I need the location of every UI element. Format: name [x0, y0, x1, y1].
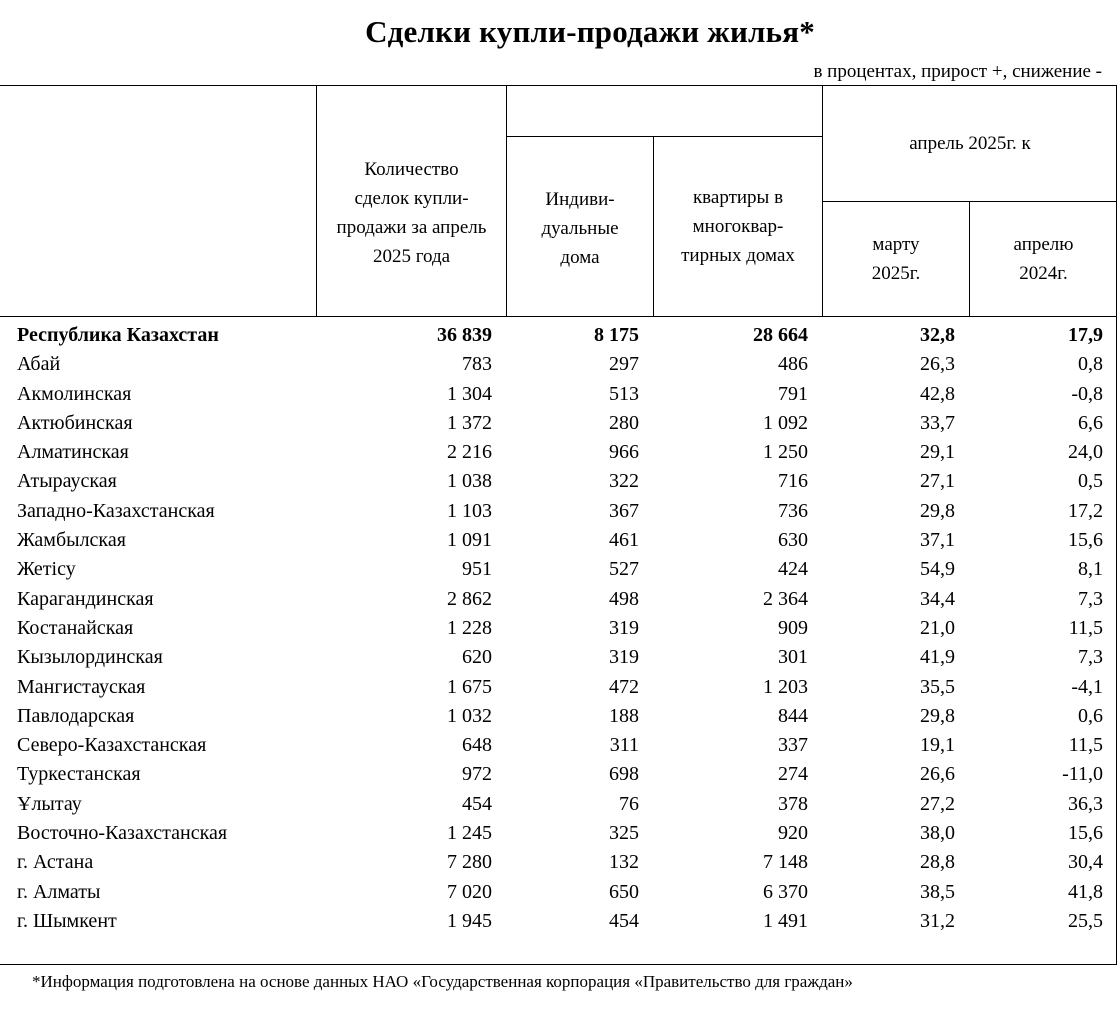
vs-march-value: 26,3: [920, 353, 955, 376]
region-name: Восточно-Казахстанская: [17, 822, 228, 845]
vs-april-value: 30,4: [1068, 851, 1103, 874]
apartments-count: 7 148: [763, 851, 808, 874]
vs-april-value: 36,3: [1068, 792, 1103, 815]
houses-count: 280: [609, 411, 639, 434]
header-individual-houses-label: Индиви-дуальные дома: [541, 188, 619, 268]
vs-march-value: 19,1: [920, 734, 955, 757]
vs-march-value: 54,9: [920, 558, 955, 581]
units-note: в процентах, прирост +, снижение -: [813, 61, 1102, 82]
deals-count: 1 032: [447, 704, 492, 727]
vs-april-value: 17,2: [1068, 499, 1103, 522]
deals-count: 1 103: [447, 499, 492, 522]
vs-march-value: 31,2: [920, 909, 955, 932]
apartments-count: 920: [778, 822, 808, 845]
vs-march-value: 38,0: [920, 822, 955, 845]
houses-count: 188: [609, 704, 639, 727]
houses-count: 966: [609, 441, 639, 464]
apartments-count: 1 491: [763, 909, 808, 932]
region-name: Костанайская: [17, 616, 134, 639]
houses-count: 527: [609, 558, 639, 581]
vs-march-value: 29,8: [920, 499, 955, 522]
table-row: [0, 791, 1120, 820]
region-name: Туркестанская: [17, 763, 141, 786]
region-name: Жетісу: [17, 558, 76, 581]
apartments-count: 2 364: [763, 587, 808, 610]
region-name: Жамбылская: [17, 529, 126, 552]
vs-march-value: 37,1: [920, 529, 955, 552]
vs-march-value: 27,1: [920, 470, 955, 493]
header-deals-count-label: Количество сделок купли-продажи за апрель 2025 года: [336, 159, 487, 267]
apartments-count: 1 203: [763, 675, 808, 698]
header-april-to: [823, 86, 1117, 201]
table-row: [0, 527, 1120, 556]
deals-count: 2 862: [447, 587, 492, 610]
header-march: [823, 202, 969, 316]
table-row-total: [0, 322, 1120, 351]
houses-count: 650: [609, 880, 639, 903]
vs-march-value: 32,8: [920, 324, 955, 346]
houses-count: 319: [609, 616, 639, 639]
houses-count: 454: [609, 909, 639, 932]
vs-march-value: 29,8: [920, 704, 955, 727]
header-divider: [506, 136, 823, 137]
apartments-count: 6 370: [763, 880, 808, 903]
houses-count: 325: [609, 822, 639, 845]
region-name: Алматинская: [17, 441, 129, 464]
vs-april-value: -4,1: [1071, 675, 1103, 698]
vs-march-value: 38,5: [920, 880, 955, 903]
table-row: [0, 468, 1120, 497]
region-name: Актюбинская: [17, 411, 133, 434]
table-row: [0, 410, 1120, 439]
vs-april-value: 11,5: [1068, 616, 1103, 639]
header-bottom-line: [0, 316, 1117, 317]
houses-count: 461: [609, 529, 639, 552]
vs-april-value: 0,6: [1078, 704, 1103, 727]
table-row: [0, 644, 1120, 673]
deals-count: 454: [462, 792, 492, 815]
deals-count: 1 945: [447, 909, 492, 932]
region-name: г. Алматы: [17, 880, 101, 903]
deals-count: 7 280: [447, 851, 492, 874]
vs-april-value: 0,5: [1078, 470, 1103, 493]
region-name: Карагандинская: [17, 587, 154, 610]
houses-count: 367: [609, 499, 639, 522]
table-row: [0, 703, 1120, 732]
table-row: [0, 879, 1120, 908]
vs-april-value: 41,8: [1068, 880, 1103, 903]
deals-count: 2 216: [447, 441, 492, 464]
table-row: [0, 732, 1120, 761]
apartments-count: 1 250: [763, 441, 808, 464]
deals-count: 7 020: [447, 880, 492, 903]
apartments-count: 909: [778, 616, 808, 639]
header-apartments: [654, 156, 822, 296]
apartments-count: 424: [778, 558, 808, 581]
houses-count: 76: [619, 792, 639, 815]
table-row: [0, 381, 1120, 410]
region-name: Кызылординская: [17, 646, 163, 669]
table-row: [0, 615, 1120, 644]
apartments-count: 486: [778, 353, 808, 376]
houses-count: 132: [609, 851, 639, 874]
vs-april-value: 6,6: [1078, 411, 1103, 434]
houses-count: 319: [609, 646, 639, 669]
houses-count: 698: [609, 763, 639, 786]
deals-count: 783: [462, 353, 492, 376]
vs-april-value: 7,3: [1078, 587, 1103, 610]
table-body: [0, 322, 1120, 937]
vs-march-value: 29,1: [920, 441, 955, 464]
header-april-prev-label: апрелю 2024г.: [1013, 234, 1074, 284]
table-row: [0, 761, 1120, 790]
apartments-count: 274: [778, 763, 808, 786]
table-row: [0, 674, 1120, 703]
header-april-prev: [970, 202, 1117, 316]
region-name: Атырауская: [17, 470, 117, 493]
apartments-count: 736: [778, 499, 808, 522]
table-row: [0, 908, 1120, 937]
header-march-label: марту 2025г.: [871, 234, 921, 284]
deals-count: 36 839: [437, 324, 492, 346]
vs-march-value: 21,0: [920, 616, 955, 639]
vs-march-value: 42,8: [920, 382, 955, 405]
vs-april-value: 11,5: [1068, 734, 1103, 757]
header-april-to-label: апрель 2025г. к: [909, 133, 1031, 154]
deals-count: 1 245: [447, 822, 492, 845]
table-row: [0, 351, 1120, 380]
vs-march-value: 27,2: [920, 792, 955, 815]
deals-count: 951: [462, 558, 492, 581]
vs-march-value: 28,8: [920, 851, 955, 874]
vs-april-value: 24,0: [1068, 441, 1103, 464]
houses-count: 322: [609, 470, 639, 493]
region-name: г. Астана: [17, 851, 94, 874]
deals-count: 1 228: [447, 616, 492, 639]
apartments-count: 28 664: [753, 324, 808, 346]
deals-count: 1 675: [447, 675, 492, 698]
table-row: [0, 498, 1120, 527]
vs-march-value: 33,7: [920, 411, 955, 434]
apartments-count: 378: [778, 792, 808, 815]
apartments-count: 791: [778, 382, 808, 405]
vs-april-value: 25,5: [1068, 909, 1103, 932]
vs-march-value: 35,5: [920, 675, 955, 698]
region-name: г. Шымкент: [17, 909, 117, 932]
deals-count: 1 091: [447, 529, 492, 552]
houses-count: 472: [609, 675, 639, 698]
header-individual-houses: [507, 158, 653, 298]
header-apartments-label: квартиры в многоквар-тирных домах: [681, 186, 795, 266]
vs-april-value: 15,6: [1068, 822, 1103, 845]
houses-count: 498: [609, 587, 639, 610]
table-row: [0, 820, 1120, 849]
vs-april-value: 15,6: [1068, 529, 1103, 552]
deals-count: 648: [462, 734, 492, 757]
houses-count: 513: [609, 382, 639, 405]
apartments-count: 716: [778, 470, 808, 493]
vs-april-value: 17,9: [1068, 324, 1103, 346]
table-row: [0, 586, 1120, 615]
apartments-count: 337: [778, 734, 808, 757]
vs-april-value: -0,8: [1071, 382, 1103, 405]
deals-count: 1 372: [447, 411, 492, 434]
houses-count: 297: [609, 353, 639, 376]
vs-april-value: 8,1: [1078, 558, 1103, 581]
region-name: Акмолинская: [17, 382, 132, 405]
vs-march-value: 41,9: [920, 646, 955, 669]
region-name: Западно-Казахстанская: [17, 499, 215, 522]
header-deals-count: [317, 141, 506, 285]
vs-april-value: 7,3: [1078, 646, 1103, 669]
region-name: Мангистауская: [17, 675, 146, 698]
vs-march-value: 26,6: [920, 763, 955, 786]
region-name: Павлодарская: [17, 704, 135, 727]
vs-april-value: 0,8: [1078, 353, 1103, 376]
table-row: [0, 439, 1120, 468]
vs-march-value: 34,4: [920, 587, 955, 610]
table-row: [0, 849, 1120, 878]
region-name: Ұлытау: [17, 792, 82, 815]
table-row: [0, 556, 1120, 585]
region-name: Северо-Казахстанская: [17, 734, 207, 757]
apartments-count: 1 092: [763, 411, 808, 434]
footnote: *Информация подготовлена на основе данных НАО «Государственная корпорация «Правительство для граждан»: [32, 972, 853, 991]
apartments-count: 301: [778, 646, 808, 669]
region-name: Абай: [17, 353, 61, 376]
apartments-count: 630: [778, 529, 808, 552]
region-name: Республика Казахстан: [17, 324, 219, 346]
deals-count: 620: [462, 646, 492, 669]
vs-april-value: -11,0: [1062, 763, 1103, 786]
deals-count: 1 304: [447, 382, 492, 405]
apartments-count: 844: [778, 704, 808, 727]
deals-count: 1 038: [447, 470, 492, 493]
houses-count: 311: [609, 734, 639, 757]
houses-count: 8 175: [594, 324, 639, 346]
page-title: Сделки купли-продажи жилья*: [365, 14, 815, 49]
deals-count: 972: [462, 763, 492, 786]
